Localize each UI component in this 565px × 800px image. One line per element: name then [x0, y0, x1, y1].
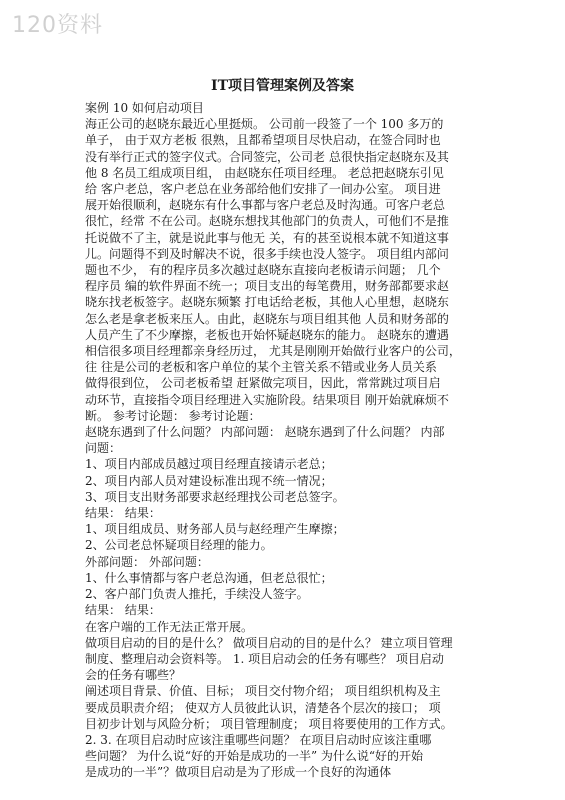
text-line: 相信很多项目经理都亲身经历过， 尤其是刚刚开始做行业客户的公司， — [85, 344, 461, 359]
text-line: 程序员 编的软件界面不统一；项目支出的每笔费用，财务部都要求赵 — [85, 279, 449, 294]
text-line: 是成功的一半”？做项目启动是为了形成一个良好的沟通体 — [85, 765, 392, 780]
text-line: 托说做不了主，就是说此事与他无 关，有的甚至说根本就不知道这事 — [85, 230, 449, 245]
text-line: 赵晓东遇到了什么问题？ 内部问题： 赵晓东遇到了什么问题？ 内部 — [85, 425, 445, 440]
text-line: 题也不少， 有的程序员多次越过赵晓东直接向老板请示问题； 几个 — [85, 263, 441, 278]
text-line: 人员产生了不少摩擦，老板也开始怀疑赵晓东的能力。 赵晓东的遭遇 — [85, 327, 449, 342]
document-title: IT项目管理案例及答案 — [211, 78, 354, 94]
text-line: 要成员职责介绍； 使双方人员彼此认识，清楚各个层次的接口； 项 — [85, 700, 441, 715]
text-line: 问题： — [85, 441, 122, 456]
text-line: 1、项目组成员、财务部人员与赵经理产生摩擦； — [85, 522, 345, 537]
text-line: 案例 10 如何启动项目 — [85, 101, 204, 115]
text-line: 他 8 名员工组成项目组， 由赵晓东任项目经理。 老总把赵晓东引见 — [85, 165, 444, 180]
text-line: 在客户端的工作无法正常开展。 — [85, 619, 254, 634]
text-line: 断。 参考讨论题： 参考讨论题： — [85, 408, 261, 423]
text-line: 很忙，经常 不在公司。赵晓东想找其他部门的负责人，可他们不是推 — [85, 214, 449, 229]
text-line: 外部问题： 外部问题： — [85, 554, 209, 569]
text-line: 单子， 由于双方老板 很熟，且都希望项目尽快启动，在签合同时也 — [85, 133, 441, 148]
text-line: 3、项目支出财务部要求赵经理找公司老总签字。 — [85, 489, 345, 504]
text-line: 展开始很顺利，赵晓东有什么事都与客户老总及时沟通。可客户老总 — [85, 198, 446, 213]
text-line: 海正公司的赵晓东最近心里挺烦。 公司前一段签了一个 100 多万的 — [85, 117, 444, 132]
text-line: 往 往是公司的老板和客户单位的某个主管关系不错或业务人员关系 — [85, 360, 437, 375]
text-line: 结果： 结果： — [85, 506, 161, 521]
text-line: 1、项目内部成员越过项目经理直接请示老总； — [85, 457, 333, 472]
text-line: 些问题？ 为什么说“好的开始是成功的一半” 为什么说“好的开始 — [85, 749, 424, 764]
text-line: 2、公司老总怀疑项目经理的能力。 — [85, 538, 273, 553]
text-line: 会的任务有哪些？ — [85, 668, 182, 683]
text-line: 2、客户部门负责人推托，手续没人签字。 — [85, 587, 309, 602]
text-line: 没有举行正式的签字仪式。合同签完，公司老 总很快指定赵晓东及其 — [85, 149, 449, 164]
text-line: 儿。问题得不到及时解决不说，很多手续也没人签字。 项目组内部问 — [85, 246, 449, 261]
text-line: 阐述项目背景、价值、目标； 项目交付物介绍； 项目组织机构及主 — [85, 684, 441, 699]
watermark: 120资料 — [12, 13, 103, 38]
text-line: 做项目启动的目的是什么？ 做项目启动的目的是什么？ 建立项目管理 — [85, 635, 453, 650]
text-line: 晓东找老板签字。赵晓东频繁 打电话给老板，其他人心里想，赵晓东 — [85, 295, 449, 310]
text-line: 结果： 结果： — [85, 603, 161, 618]
text-line: 目初步计划与风险分析； 项目管理制度； 项目将要使用的工作方式。 — [85, 716, 453, 731]
text-line: 做得很到位， 公司老板希望 赶紧做完项目，因此，常常跳过项目启 — [85, 376, 441, 391]
text-line: 动环节，直接指令项目经理进入实施阶段。结果项目 刚开始就麻烦不 — [85, 392, 449, 407]
text-line: 怎么老是拿老板来压人。由此，赵晓东与项目组其他 人员和财务部的 — [85, 311, 449, 326]
text-line: 2、项目内部人员对建设标准出现不统一情况； — [85, 473, 333, 488]
document-body — [85, 100, 490, 781]
text-line: 制度、整理启动会资料等。 1. 项目启动会的任务有哪些？ 项目启动 — [85, 651, 444, 666]
text-line: 给 客户老总，客户老总在业务部给他们安排了一间办公室。 项目进 — [85, 182, 441, 197]
text-line: 1、什么事情都与客户老总沟通，但老总很忙； — [85, 570, 333, 585]
text-line: 2. 3. 在项目启动时应该注重哪些问题？ 在项目启动时应该注重哪 — [85, 732, 432, 747]
